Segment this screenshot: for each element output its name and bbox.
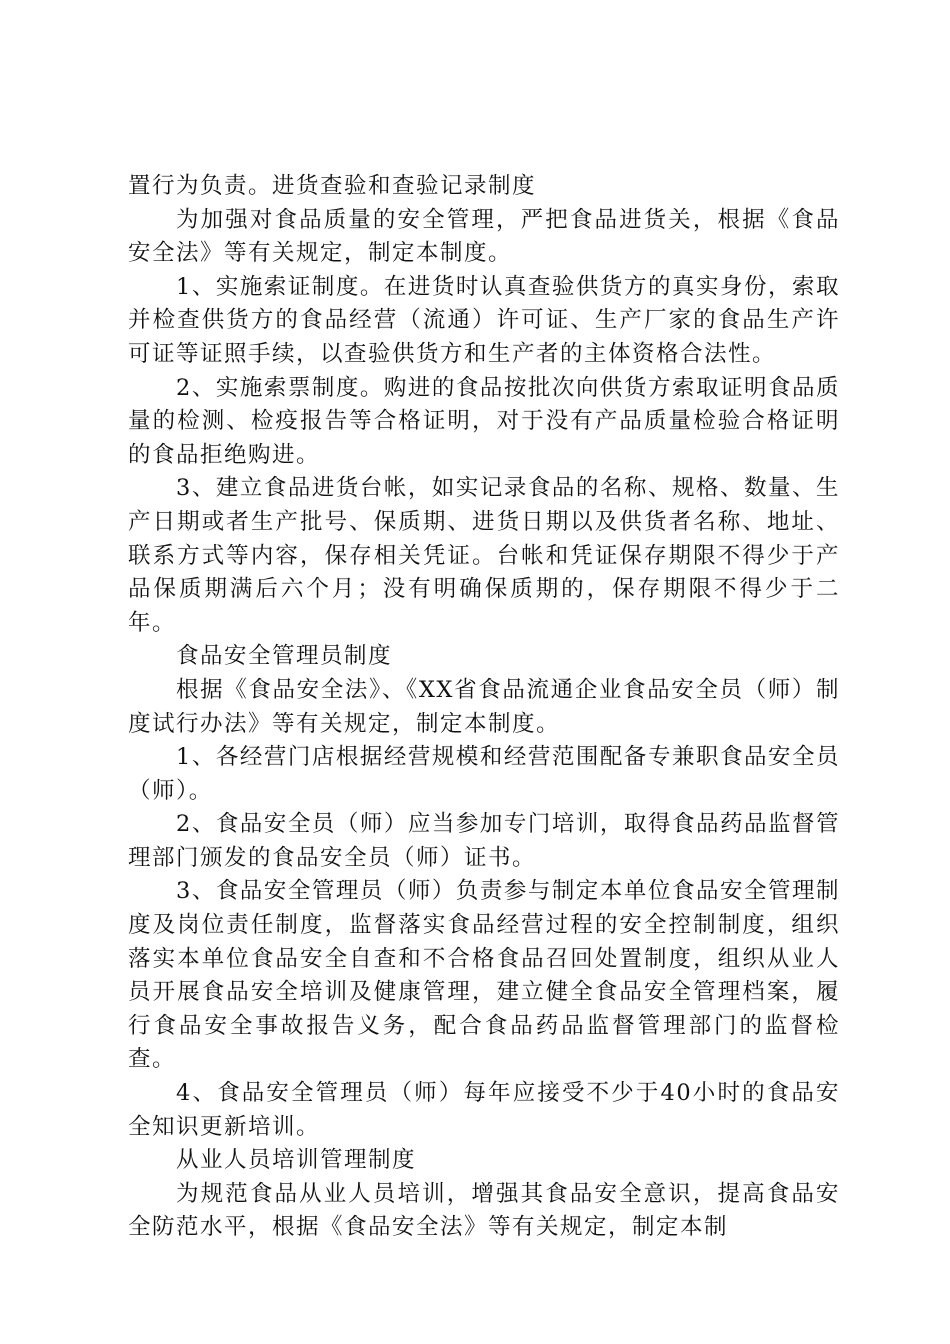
- paragraph-intro-safety-manager: 根据《食品安全法》、《XX省食品流通企业食品安全员（师）制度试行办法》等有关规定，制定本制度。: [128, 676, 840, 737]
- paragraph-continuation: 置行为负责。进货查验和查验记录制度: [128, 173, 537, 199]
- paragraph-item-1: 1、实施索证制度。在进货时认真查验供货方的真实身份，索取并检查供货方的食品经营（流通）许可证、生产厂家的食品生产许可证等证照手续，以查验供货方和生产者的主体资格合法性。: [128, 273, 840, 367]
- paragraph-manager-item-2: 2、食品安全员（师）应当参加专门培训，取得食品药品监督管理部门颁发的食品安全员（师）证书。: [128, 811, 840, 871]
- section-heading-staff-training: 从业人员培训管理制度: [176, 1147, 417, 1174]
- paragraph-item-3: 3、建立食品进货台帐，如实记录食品的名称、规格、数量、生产日期或者生产批号、保质期、进货日期以及供货者名称、地址、联系方式等内容，保存相关凭证。台帐和凭证保存期限不得少于产品保质期满后六个月；没有明确保质期的，保存期限不得少于二年。: [128, 475, 840, 636]
- paragraph-intro-inspection: 为加强对食品质量的安全管理，严把食品进货关，根据《食品安全法》等有关规定，制定本制度。: [128, 206, 840, 267]
- document-body: [128, 170, 840, 1245]
- paragraph-manager-item-3: 3、食品安全管理员（师）负责参与制定本单位食品安全管理制度及岗位责任制度，监督落实食品经营过程的安全控制制度，组织落实本单位食品安全自查和不合格食品召回处置制度，组织从业人员开展食品安全培训及健康管理，建立健全食品安全管理档案，履行食品安全事故报告义务，配合食品药品监督管理部门的监督检查。: [128, 878, 840, 1073]
- paragraph-manager-item-4: 4、食品安全管理员（师）每年应接受不少于40小时的食品安全知识更新培训。: [128, 1080, 840, 1140]
- section-heading-safety-manager: 食品安全管理员制度: [176, 643, 393, 670]
- paragraph-intro-staff-training: 为规范食品从业人员培训，增强其食品安全意识，提高食品安全防范水平，根据《食品安全法》等有关规定，制定本制: [128, 1180, 840, 1241]
- paragraph-manager-item-1: 1、各经营门店根据经营规模和经营范围配备专兼职食品安全员（师）。: [128, 744, 840, 804]
- paragraph-item-2: 2、实施索票制度。购进的食品按批次向供货方索取证明食品质量的检测、检疫报告等合格证明，对于没有产品质量检验合格证明的食品拒绝购进。: [128, 374, 840, 468]
